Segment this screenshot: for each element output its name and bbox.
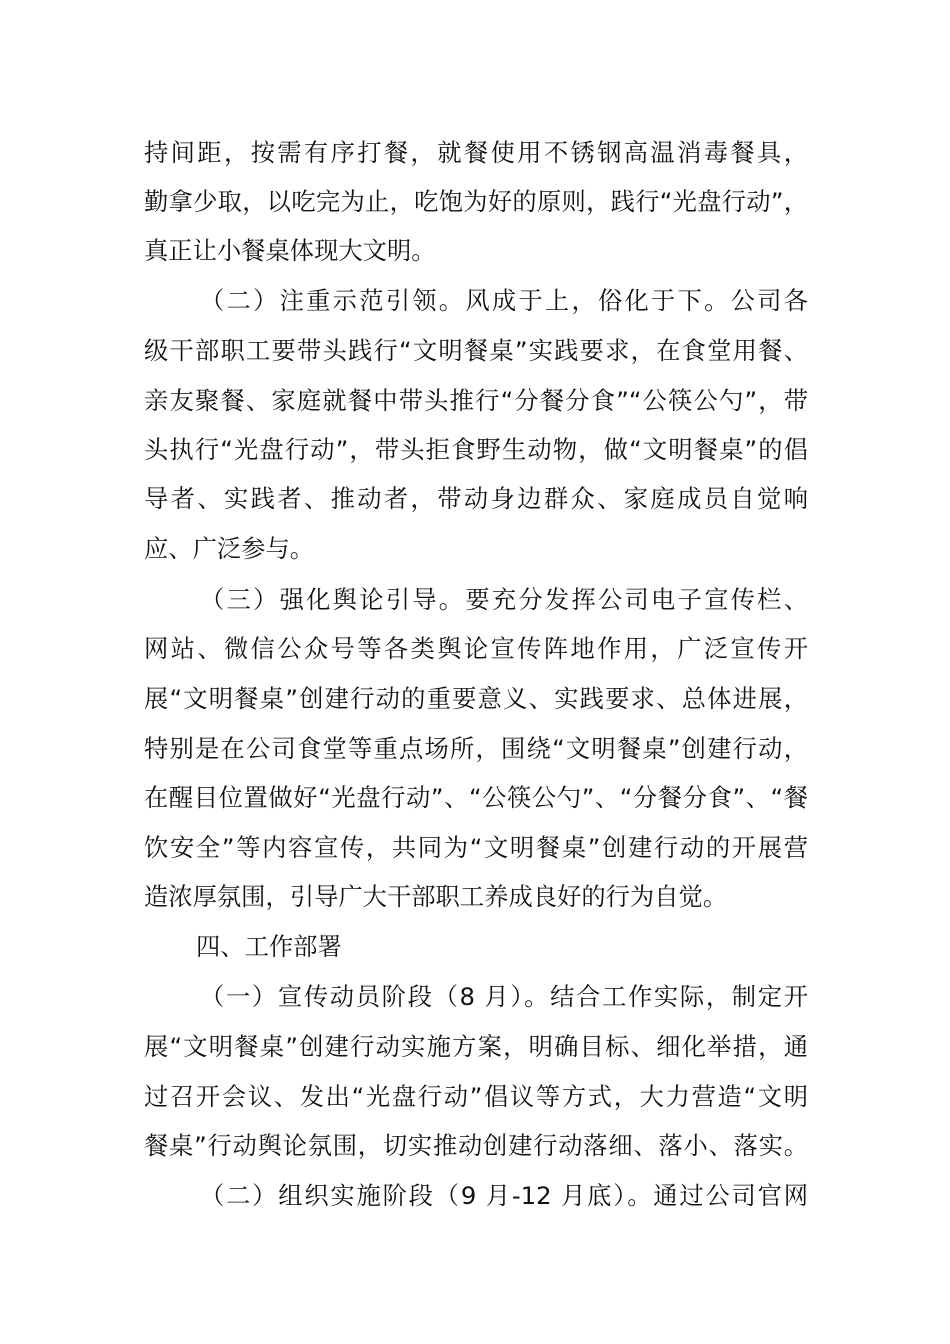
text-line-3: 真正让小餐桌体现大文明。 [144, 236, 436, 265]
text-line-7: 头执行“光盘行动”，带头拒食野生动物，做“文明餐桌”的倡 [144, 435, 808, 464]
paragraph-2-heading-line: （二）注重示范引领。风成于上，俗化于下。公司各 [200, 286, 808, 315]
text-line-19: 展“文明餐桌”创建行动实施方案，明确目标、细化举措，通 [144, 1032, 808, 1061]
text-line-20: 过召开会议、发出“光盘行动”倡议等方式，大力营造“文明 [144, 1082, 808, 1111]
text-line-13: 特别是在公司食堂等重点场所，围绕“文明餐桌”创建行动， [144, 734, 808, 763]
text-line-12: 展“文明餐桌”创建行动的重要意义、实践要求、总体进展， [144, 684, 808, 713]
paragraph-4-heading-line: （一）宣传动员阶段（8 月）。结合工作实际，制定开 [200, 982, 808, 1011]
text-line-5: 级干部职工要带头践行“文明餐桌”实践要求，在食堂用餐、 [144, 336, 808, 365]
text-line-11: 网站、微信公众号等各类舆论宣传阵地作用，广泛宣传开 [144, 634, 808, 663]
text-line-1: 持间距，按需有序打餐，就餐使用不锈钢高温消毒餐具， [144, 138, 808, 167]
text-line-14: 在醒目位置做好“光盘行动”、“公筷公勺”、“分餐分食”、“餐 [144, 783, 808, 812]
text-line-6: 亲友聚餐、家庭就餐中带头推行“分餐分食”“公筷公勺”，带 [144, 386, 808, 415]
text-line-8: 导者、实践者、推动者，带动身边群众、家庭成员自觉响 [144, 484, 808, 513]
text-line-21: 餐桌”行动舆论氛围，切实推动创建行动落细、落小、落实。 [144, 1131, 808, 1160]
text-line-16: 造浓厚氛围，引导广大干部职工养成良好的行为自觉。 [144, 882, 728, 911]
text-line-2: 勤拿少取，以吃完为止，吃饱为好的原则，践行“光盘行动”， [144, 187, 808, 216]
paragraph-5-heading-line: （二）组织实施阶段（9 月-12 月底）。通过公司官网 [200, 1181, 808, 1210]
text-line-9: 应、广泛参与。 [144, 534, 315, 563]
paragraph-3-heading-line: （三）强化舆论引导。要充分发挥公司电子宣传栏、 [200, 585, 808, 614]
text-line-15: 饮安全”等内容宣传，共同为“文明餐桌”创建行动的开展营 [144, 833, 808, 862]
section-heading: 四、工作部署 [196, 932, 342, 961]
